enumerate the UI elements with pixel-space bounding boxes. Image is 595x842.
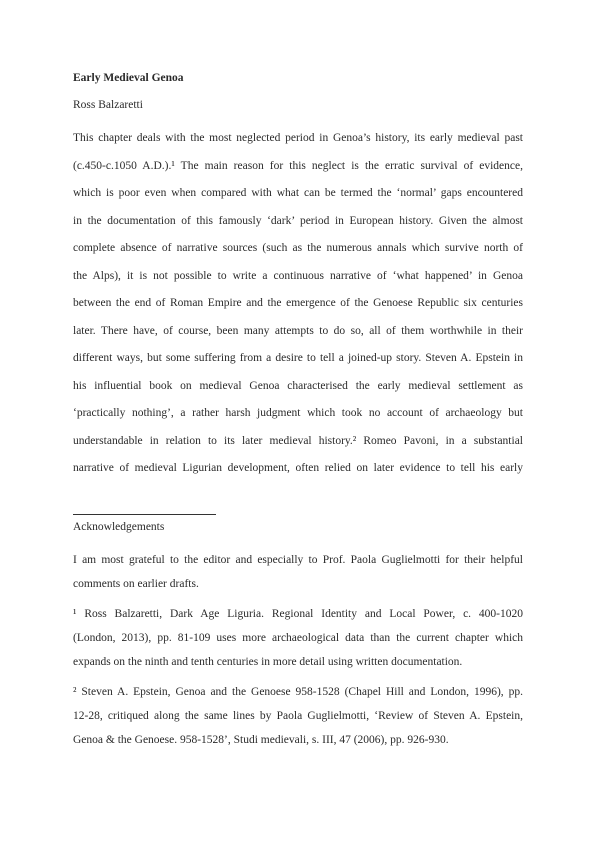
body-line: between the end of Roman Empire and the emergence of the Genoese Republic six centuries	[73, 297, 523, 309]
acknowledgements-heading: Acknowledgements	[73, 521, 165, 533]
body-line: (c.450-c.1050 A.D.).¹ The main reason for this neglect is the erratic survival of evidence,	[73, 159, 523, 172]
body-line: understandable in relation to its later medieval history.² Romeo Pavoni, in a substantial	[73, 434, 523, 447]
footnote-1-line: (London, 2013), pp. 81-109 uses more archaeological data than the current chapter which	[73, 632, 523, 644]
chapter-title: Early Medieval Genoa	[73, 72, 184, 84]
footnotes-block	[73, 548, 523, 752]
chapter-author: Ross Balzaretti	[73, 99, 143, 111]
footnote-separator	[73, 514, 216, 515]
body-line: narrative of medieval Ligurian development, often relied on later evidence to tell his early	[73, 462, 523, 474]
body-line: complete absence of narrative sources (such as the numerous annals which survive north of	[73, 242, 523, 254]
acknowledgements-line: comments on earlier drafts.	[73, 578, 199, 590]
body-line: which is poor even when compared with what can be termed the ‘normal’ gaps encountered	[73, 187, 523, 199]
acknowledgements-line: I am most grateful to the editor and especially to Prof. Paola Guglielmotti for their helpful	[73, 554, 523, 566]
body-line: in the documentation of this famously ‘dark’ period in European history. Given the almost	[73, 214, 523, 227]
body-paragraph	[73, 125, 523, 483]
footnote-1-line: expands on the ninth and tenth centuries in more detail using written documentation.	[73, 656, 463, 668]
body-line: the Alps), it is not possible to write a continuous narrative of ‘what happened’ in Genoa	[73, 269, 523, 282]
footnote-2-line: Genoa & the Genoese. 958-1528’, Studi medievali, s. III, 47 (2006), pp. 926-930.	[73, 734, 449, 746]
footnote-1-line: ¹ Ross Balzaretti, Dark Age Liguria. Regional Identity and Local Power, c. 400-1020	[73, 608, 523, 620]
body-line: ‘practically nothing’, a rather harsh judgment which took no account of archaeology but	[73, 407, 523, 419]
footnote-2-line: 12-28, critiqued along the same lines by Paola Guglielmotti, ‘Review of Steven A. Epstein,	[73, 710, 523, 722]
footnote-2-line: ² Steven A. Epstein, Genoa and the Genoese 958-1528 (Chapel Hill and London, 1996), pp.	[73, 686, 523, 698]
body-line: This chapter deals with the most neglected period in Genoa’s history, its early medieval past	[73, 132, 523, 144]
body-line: different ways, but some suffering from a desire to tell a joined-up story. Steven A. Epstein in	[73, 352, 523, 364]
body-line: later. There have, of course, been many attempts to do so, all of them worthwhile in their	[73, 324, 523, 337]
body-line: his influential book on medieval Genoa characterised the early medieval settlement as	[73, 379, 523, 392]
